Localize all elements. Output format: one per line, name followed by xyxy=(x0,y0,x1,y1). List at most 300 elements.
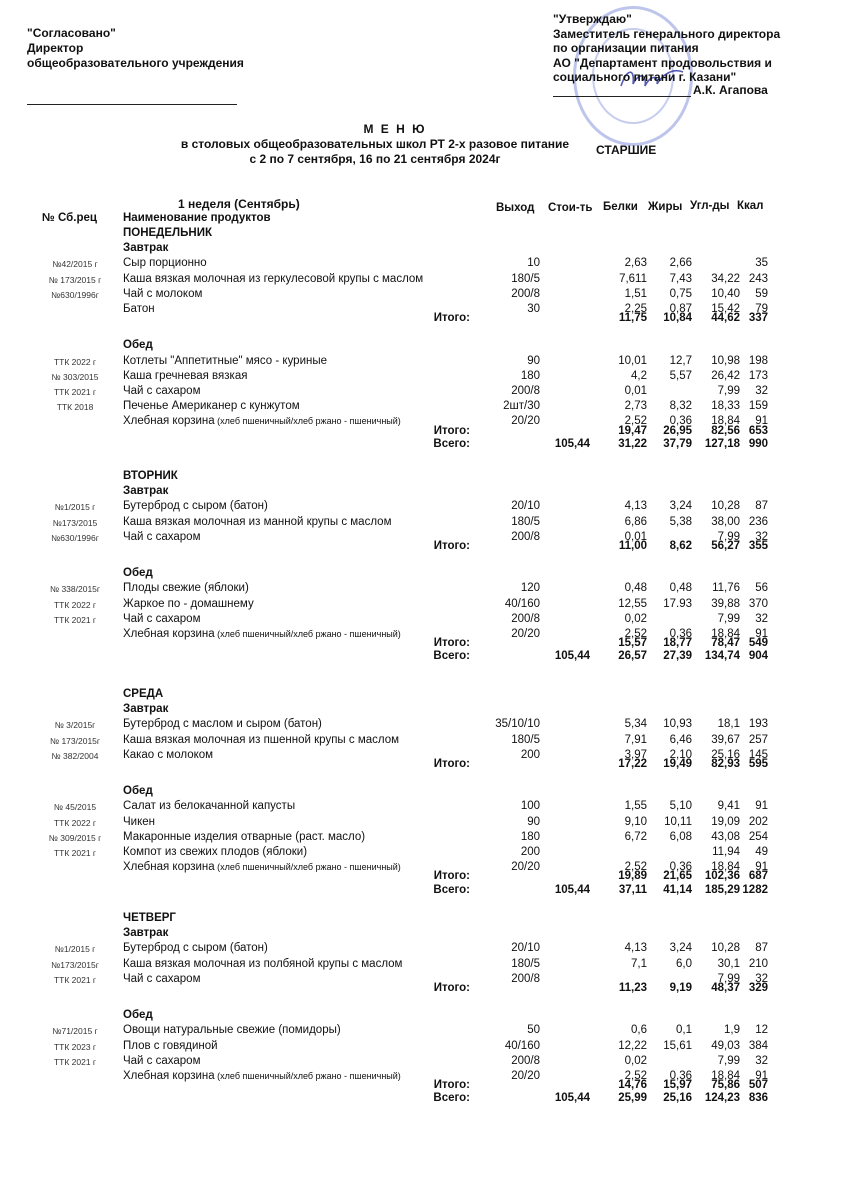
kcal-value: 337 xyxy=(748,312,768,325)
output-value: 90 xyxy=(527,815,540,828)
protein-value: 2,52 xyxy=(624,415,647,428)
kcal-value: 32 xyxy=(755,530,768,543)
dish-name: Хлебная корзина (хлеб пшеничный/хлеб ржано - пшеничный) xyxy=(123,861,401,874)
dish-name: Салат из белокачанной капусты xyxy=(123,800,296,813)
protein-value: 19,47 xyxy=(618,424,647,437)
recipe-code: ТТК 2021 г xyxy=(53,974,97,985)
protein-value: 17,22 xyxy=(618,758,647,770)
carbs-value: 44,62 xyxy=(711,312,740,325)
kcal-value: 210 xyxy=(748,957,768,970)
col-code: № Сб.рец xyxy=(42,212,97,224)
output-value: 40/160 xyxy=(504,1039,540,1052)
kcal-value: 159 xyxy=(748,400,768,413)
carbs-value: 7,99 xyxy=(717,1054,740,1067)
kcal-value: 87 xyxy=(755,942,768,955)
protein-value: 11,75 xyxy=(618,312,647,325)
protein-value: 7,1 xyxy=(631,957,647,970)
kcal-value: 236 xyxy=(748,515,768,528)
recipe-code: ТТК 2021 г xyxy=(53,387,97,397)
protein-value: 19,89 xyxy=(618,870,647,883)
output-value: 90 xyxy=(527,354,540,367)
kcal-value: 355 xyxy=(748,540,768,552)
protein-value: 9,10 xyxy=(624,815,647,828)
kcal-value: 91 xyxy=(755,1070,768,1082)
signature-line-right xyxy=(553,96,691,97)
carbs-value: 7,99 xyxy=(717,972,740,985)
kcal-value: 384 xyxy=(748,1039,768,1052)
protein-value: 12,22 xyxy=(618,1039,647,1052)
output-value: 200/8 xyxy=(511,972,540,985)
approval-right-line: Заместитель генерального директора xyxy=(553,26,781,41)
recipe-code: ТТК 2022 г xyxy=(53,817,97,828)
kcal-value: 254 xyxy=(748,830,768,843)
recipe-code: №173/2015 xyxy=(52,517,98,528)
fat-value: 5,10 xyxy=(669,800,692,813)
protein-value: 7,611 xyxy=(619,272,647,285)
kcal-value: 12 xyxy=(755,1024,768,1037)
recipe-code: №630/1996г xyxy=(51,532,99,543)
recipe-code: ТТК 2021 г xyxy=(53,848,97,858)
kcal-value: 370 xyxy=(748,597,768,610)
output-value: 180/5 xyxy=(511,272,540,285)
recipe-code: ТТК 2018 xyxy=(56,402,94,413)
carbs-value: 25,16 xyxy=(711,748,740,761)
dish-note: (хлеб пшеничный/хлеб ржано - пшеничный) xyxy=(214,629,401,639)
recipe-code: № 338/2015г xyxy=(49,584,101,595)
fat-value: 0,75 xyxy=(669,287,692,300)
kcal-value: 904 xyxy=(748,650,768,663)
meal-name: Обед xyxy=(123,339,153,352)
recipe-code: №630/1996г xyxy=(51,289,99,300)
output-value: 200/8 xyxy=(511,1054,540,1067)
cost-value: 105,44 xyxy=(554,650,590,663)
fat-value: 0,36 xyxy=(669,861,692,874)
carbs-value: 38,00 xyxy=(711,515,740,528)
dish-name: Чай с сахаром xyxy=(123,385,201,397)
day-name: ЧЕТВЕРГ xyxy=(123,912,176,924)
protein-value: 1,55 xyxy=(624,800,647,813)
output-value: 200/8 xyxy=(511,612,540,625)
meal-name: Завтрак xyxy=(123,927,169,940)
dish-note: (хлеб пшеничный/хлеб ржано - пшеничный) xyxy=(214,416,401,427)
protein-value: 31,22 xyxy=(618,437,647,450)
dish-name: Плоды свежие (яблоки) xyxy=(123,582,249,595)
fat-value: 10,93 xyxy=(663,718,692,731)
kcal-value: 653 xyxy=(748,424,768,437)
dish-name: Каша вязкая молочная из геркулесовой крупы с маслом xyxy=(123,272,424,285)
kcal-value: 79 xyxy=(755,303,768,315)
fat-value: 6,0 xyxy=(676,957,692,970)
total-label: Всего: xyxy=(433,437,470,450)
recipe-code: ТТК 2022 г xyxy=(53,599,97,610)
dish-name: Каша вязкая молочная из полбяной крупы с маслом xyxy=(123,957,403,970)
approval-left-org: общеобразовательного учреждения xyxy=(27,56,244,70)
kcal-value: 202 xyxy=(748,815,768,828)
day-name: СРЕДА xyxy=(123,688,164,700)
menu-title: М Е Н Ю xyxy=(363,122,427,136)
kcal-value: 990 xyxy=(748,437,768,450)
total-label: Всего: xyxy=(433,1092,470,1105)
carbs-value: 19,09 xyxy=(711,815,740,828)
col-carbs: Угл-ды xyxy=(690,200,730,212)
fat-value: 27,39 xyxy=(663,650,692,663)
subtotal-label: Итого: xyxy=(433,870,470,883)
dish-name: Хлебная корзина (хлеб пшеничный/хлеб ржано - пшеничный) xyxy=(123,1070,401,1082)
output-value: 180 xyxy=(520,830,540,843)
dish-name: Чай с сахаром xyxy=(123,972,201,985)
dish-name: Плов с говядиной xyxy=(123,1039,218,1052)
recipe-code: ТТК 2022 г xyxy=(53,356,97,367)
carbs-value: 43,08 xyxy=(711,830,740,843)
output-value: 180/5 xyxy=(511,957,540,970)
fat-value: 15,61 xyxy=(663,1039,692,1052)
carbs-value: 18,84 xyxy=(711,1070,740,1082)
dish-name: Чикен xyxy=(123,815,155,828)
dish-name: Бутерброд с сыром (батон) xyxy=(123,500,268,513)
carbs-value: 39,67 xyxy=(711,733,740,746)
fat-value: 2,66 xyxy=(669,257,692,270)
kcal-value: 595 xyxy=(748,758,768,770)
dish-name: Чай с сахаром xyxy=(123,530,201,543)
output-value: 20/20 xyxy=(511,628,540,640)
protein-value: 3,97 xyxy=(624,748,647,761)
day-name: ПОНЕДЕЛЬНИК xyxy=(123,227,212,239)
approval-right-line: АО "Департамент продовольствия и xyxy=(553,55,772,70)
fat-value: 17.93 xyxy=(663,597,692,610)
carbs-value: 34,22 xyxy=(711,272,740,285)
fat-value: 0,36 xyxy=(669,628,692,640)
protein-value: 0,6 xyxy=(631,1024,647,1037)
meal-name: Обед xyxy=(123,567,153,580)
protein-value: 6,86 xyxy=(624,515,647,528)
kcal-value: 49 xyxy=(755,846,768,858)
carbs-value: 18,84 xyxy=(711,415,740,428)
recipe-code: №71/2015 г xyxy=(52,1026,98,1037)
output-value: 200 xyxy=(520,846,540,858)
output-value: 200/8 xyxy=(511,530,540,543)
carbs-value: 10,40 xyxy=(711,287,740,300)
approval-right xyxy=(553,12,780,85)
col-kcal: Ккал xyxy=(737,200,764,212)
recipe-code: ТТК 2023 г xyxy=(53,1041,97,1052)
carbs-value: 7,99 xyxy=(717,385,740,397)
output-value: 10 xyxy=(527,257,540,270)
fat-value: 3,24 xyxy=(669,942,692,955)
carbs-value: 49,03 xyxy=(711,1039,740,1052)
dish-name: Какао с молоком xyxy=(123,748,214,761)
kcal-value: 198 xyxy=(748,354,768,367)
carbs-value: 82,56 xyxy=(711,424,740,437)
fat-value: 5,38 xyxy=(669,515,692,528)
output-value: 35/10/10 xyxy=(495,718,540,731)
kcal-value: 329 xyxy=(748,982,768,994)
recipe-code: ТТК 2021 г xyxy=(53,1056,97,1067)
protein-value: 0,02 xyxy=(624,612,647,625)
output-value: 200/8 xyxy=(511,385,540,397)
fat-value: 3,24 xyxy=(669,500,692,513)
menu-dates: с 2 по 7 сентября, 16 по 21 сентября 2024г xyxy=(249,152,501,166)
meal-name: Завтрак xyxy=(123,485,169,498)
col-cost: Стои-ть xyxy=(548,202,593,214)
col-protein: Белки xyxy=(603,201,638,213)
recipe-code: №42/2015 г xyxy=(52,259,98,270)
kcal-value: 91 xyxy=(755,800,768,813)
protein-value: 25,99 xyxy=(618,1092,647,1105)
subtotal-label: Итого: xyxy=(433,637,470,650)
fat-value: 8,62 xyxy=(669,540,692,552)
output-value: 2шт/30 xyxy=(503,400,540,413)
fat-value: 0,87 xyxy=(669,303,692,315)
kcal-value: 91 xyxy=(755,628,768,640)
protein-value: 2,52 xyxy=(624,628,647,640)
protein-value: 0,48 xyxy=(624,582,647,595)
fat-value: 7,43 xyxy=(669,272,692,285)
protein-value: 11,00 xyxy=(618,540,647,552)
dish-name: Жаркое по - домашнему xyxy=(123,597,254,610)
dish-note: (хлеб пшеничный/хлеб ржано - пшеничный) xyxy=(214,1071,401,1081)
kcal-value: 32 xyxy=(755,612,768,625)
carbs-value: 30,1 xyxy=(717,957,740,970)
subtotal-label: Итого: xyxy=(433,540,470,552)
output-value: 200 xyxy=(520,748,540,761)
recipe-code: №1/2015 г xyxy=(54,502,96,513)
carbs-value: 11,76 xyxy=(712,582,740,595)
total-label: Всего: xyxy=(433,650,470,663)
carbs-value: 9,41 xyxy=(717,800,740,813)
protein-value: 4,2 xyxy=(631,369,647,382)
carbs-value: 82,93 xyxy=(711,758,740,770)
carbs-value: 18,33 xyxy=(711,400,740,413)
recipe-code: № 303/2015 xyxy=(51,371,99,382)
kcal-value: 687 xyxy=(748,870,768,883)
dish-name: Макаронные изделия отварные (раст. масло) xyxy=(123,830,366,843)
output-value: 40/160 xyxy=(504,597,540,610)
dish-name: Хлебная корзина (хлеб пшеничный/хлеб ржано - пшеничный) xyxy=(123,415,401,428)
dish-name: Сыр порционно xyxy=(123,257,207,270)
dish-name: Печенье Американер с кунжутом xyxy=(123,400,300,413)
output-value: 120 xyxy=(520,582,540,595)
fat-value: 5,57 xyxy=(669,369,692,382)
kcal-value: 145 xyxy=(748,748,768,761)
total-label: Всего: xyxy=(433,883,470,896)
fat-value: 9,19 xyxy=(669,982,692,994)
carbs-value: 10,98 xyxy=(711,354,740,367)
age-group-label: СТАРШИЕ xyxy=(596,143,657,157)
output-value: 20/20 xyxy=(511,861,540,874)
output-value: 100 xyxy=(520,800,540,813)
fat-value: 8,32 xyxy=(669,400,692,413)
output-value: 30 xyxy=(527,303,540,315)
signer-name: А.К. Агапова xyxy=(693,83,768,97)
approval-left-title: "Согласовано" xyxy=(27,26,116,40)
fat-value: 10,11 xyxy=(664,815,692,828)
meal-name: Обед xyxy=(123,1009,153,1022)
carbs-value: 10,28 xyxy=(711,942,740,955)
protein-value: 2,73 xyxy=(624,400,647,413)
fat-value: 10,84 xyxy=(663,312,692,325)
output-value: 20/20 xyxy=(511,415,540,428)
dish-name: Бутерброд с сыром (батон) xyxy=(123,942,268,955)
carbs-value: 11,94 xyxy=(712,846,740,858)
kcal-value: 173 xyxy=(748,369,768,382)
recipe-code: №1/2015 г xyxy=(54,944,96,955)
carbs-value: 26,42 xyxy=(711,369,740,382)
carbs-value: 124,23 xyxy=(704,1092,740,1105)
carbs-value: 185,29 xyxy=(704,883,740,896)
approval-right-line: социального питани г. Казани" xyxy=(553,70,737,84)
output-value: 180 xyxy=(520,369,540,382)
subtotal-label: Итого: xyxy=(433,758,470,770)
dish-name: Овощи натуральные свежие (помидоры) xyxy=(123,1024,341,1037)
kcal-value: 35 xyxy=(755,257,768,270)
kcal-value: 257 xyxy=(748,733,768,746)
carbs-value: 48,37 xyxy=(711,982,740,994)
carbs-value: 78,47 xyxy=(711,637,740,650)
kcal-value: 32 xyxy=(755,385,768,397)
dish-name: Хлебная корзина (хлеб пшеничный/хлеб ржано - пшеничный) xyxy=(123,628,401,640)
carbs-value: 56,27 xyxy=(711,540,740,552)
protein-value: 4,13 xyxy=(624,500,647,513)
protein-value: 7,91 xyxy=(624,733,647,746)
dish-name: Каша гречневая вязкая xyxy=(123,369,248,382)
dish-name: Батон xyxy=(123,303,155,315)
protein-value: 0,02 xyxy=(624,1054,647,1067)
fat-value: 25,16 xyxy=(663,1092,692,1105)
kcal-value: 836 xyxy=(748,1092,768,1105)
kcal-value: 32 xyxy=(755,972,768,985)
carbs-value: 134,74 xyxy=(704,650,740,663)
carbs-value: 75,86 xyxy=(711,1079,740,1092)
protein-value: 1,51 xyxy=(624,287,647,300)
carbs-value: 18,1 xyxy=(717,718,740,731)
fat-value: 12,7 xyxy=(669,354,692,367)
fat-value: 37,79 xyxy=(663,437,692,450)
protein-value: 12,55 xyxy=(618,597,647,610)
fat-value: 0,36 xyxy=(669,415,692,428)
protein-value: 0,01 xyxy=(624,530,647,543)
output-value: 20/10 xyxy=(511,500,540,513)
kcal-value: 91 xyxy=(755,861,768,874)
signature-line-left xyxy=(27,104,237,105)
dish-name: Компот из свежих плодов (яблоки) xyxy=(123,846,308,858)
output-value: 180/5 xyxy=(511,733,540,746)
recipe-code: № 173/2015 г xyxy=(48,274,102,285)
dish-name: Каша вязкая молочная из пшенной крупы с маслом xyxy=(123,733,400,746)
fat-value: 26,95 xyxy=(663,424,692,437)
recipe-code: №173/2015г xyxy=(51,959,99,970)
dish-note: (хлеб пшеничный/хлеб ржано - пшеничный) xyxy=(214,862,401,873)
meal-name: Завтрак xyxy=(123,703,169,716)
fat-value: 0,36 xyxy=(669,1070,692,1082)
protein-value: 4,13 xyxy=(624,942,647,955)
output-value: 50 xyxy=(527,1024,540,1037)
approval-left-position: Директор xyxy=(27,41,84,55)
week-label: 1 неделя (Сентябрь) xyxy=(178,197,300,211)
fat-value: 21,65 xyxy=(663,870,692,883)
kcal-value: 243 xyxy=(748,272,768,285)
cost-value: 105,44 xyxy=(554,1092,590,1105)
col-name: Наименование продуктов xyxy=(123,212,271,224)
recipe-code: ТТК 2021 г xyxy=(53,614,97,625)
protein-value: 11,23 xyxy=(618,982,647,994)
approval-right-line: по организации питания xyxy=(553,41,699,55)
subtotal-label: Итого: xyxy=(433,312,470,325)
protein-value: 6,72 xyxy=(624,830,647,843)
fat-value: 15,97 xyxy=(663,1079,692,1092)
protein-value: 5,34 xyxy=(624,718,647,731)
kcal-value: 507 xyxy=(748,1079,768,1092)
kcal-value: 193 xyxy=(748,718,768,731)
output-value: 20/20 xyxy=(511,1070,540,1082)
kcal-value: 56 xyxy=(755,582,768,595)
kcal-value: 91 xyxy=(755,415,768,428)
meal-name: Обед xyxy=(123,785,153,798)
output-value: 180/5 xyxy=(511,515,540,528)
carbs-value: 18,84 xyxy=(711,628,740,640)
carbs-value: 18,84 xyxy=(711,861,740,874)
carbs-value: 10,28 xyxy=(711,500,740,513)
dish-name: Котлеты "Аппетитные" мясо - куриные xyxy=(123,354,328,367)
protein-value: 10,01 xyxy=(618,354,647,367)
carbs-value: 39,88 xyxy=(711,597,740,610)
subtotal-label: Итого: xyxy=(433,424,470,437)
col-output: Выход xyxy=(496,202,535,214)
approval-left xyxy=(27,26,244,71)
carbs-value: 7,99 xyxy=(717,612,740,625)
dish-name: Чай с сахаром xyxy=(123,1054,201,1067)
protein-value: 2,25 xyxy=(624,303,647,315)
fat-value: 2,10 xyxy=(669,748,692,761)
recipe-code: № 382/2004 xyxy=(51,750,99,761)
fat-value: 0,1 xyxy=(676,1024,692,1037)
protein-value: 2,52 xyxy=(624,1070,647,1082)
recipe-code: № 45/2015 xyxy=(53,802,97,813)
carbs-value: 127,18 xyxy=(704,437,740,450)
kcal-value: 59 xyxy=(755,287,768,300)
fat-value: 18,77 xyxy=(663,637,692,650)
carbs-value: 7,99 xyxy=(717,530,740,543)
subtotal-label: Итого: xyxy=(433,1079,470,1092)
fat-value: 6,08 xyxy=(669,830,692,843)
cost-value: 105,44 xyxy=(554,883,590,896)
fat-value: 19,49 xyxy=(663,758,692,770)
output-value: 200/8 xyxy=(511,287,540,300)
recipe-code: № 3/2015г xyxy=(54,720,96,731)
carbs-value: 1,9 xyxy=(724,1024,740,1037)
carbs-value: 102,36 xyxy=(704,870,740,883)
approval-right-title: "Утверждаю" xyxy=(553,12,632,26)
protein-value: 37,11 xyxy=(618,883,647,896)
cost-value: 105,44 xyxy=(554,437,590,450)
protein-value: 2,52 xyxy=(624,861,647,874)
recipe-code: № 309/2015 г xyxy=(48,832,102,843)
dish-name: Каша вязкая молочная из манной крупы с маслом xyxy=(123,515,392,528)
dish-name: Бутерброд с маслом и сыром (батон) xyxy=(123,718,322,731)
kcal-value: 549 xyxy=(748,637,768,650)
menu-subtitle: в столовых общеобразовательных школ РТ 2-х разовое питание xyxy=(180,137,570,151)
col-fat: Жиры xyxy=(648,201,683,213)
subtotal-label: Итого: xyxy=(433,982,470,994)
recipe-code: № 173/2015г xyxy=(49,735,101,746)
dish-name: Чай с сахаром xyxy=(123,612,201,625)
day-name: ВТОРНИК xyxy=(123,470,178,482)
dish-name: Чай с молоком xyxy=(123,287,203,300)
meal-name: Завтрак xyxy=(123,242,169,255)
carbs-value: 15,42 xyxy=(711,303,740,315)
protein-value: 2,63 xyxy=(624,257,647,270)
fat-value: 0,48 xyxy=(669,582,692,595)
kcal-value: 1282 xyxy=(742,883,768,896)
